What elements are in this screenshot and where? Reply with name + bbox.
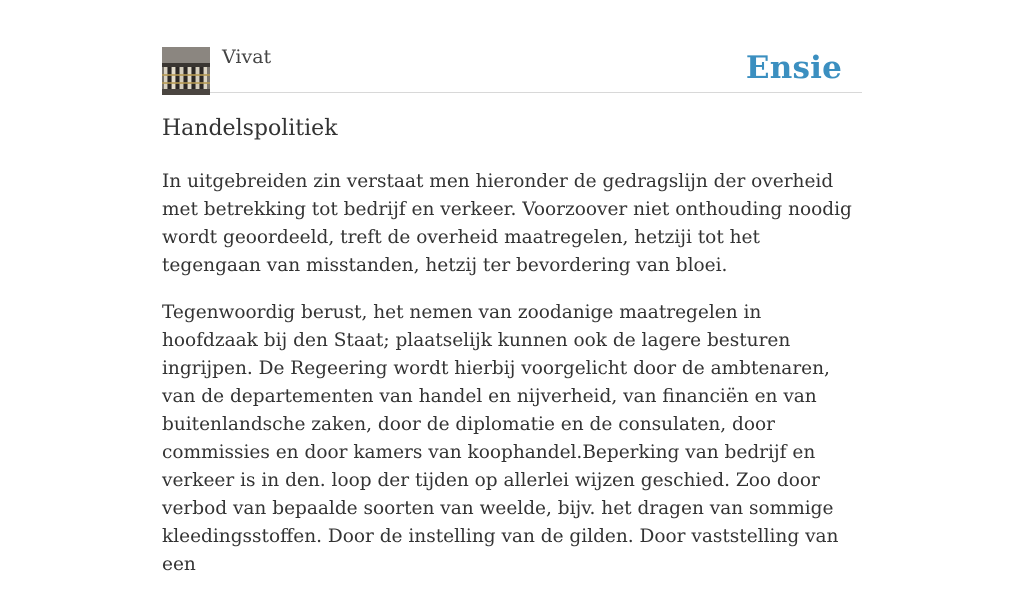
- book-spines-icon: [162, 47, 210, 95]
- source-name[interactable]: Vivat: [222, 46, 272, 68]
- page-container: [162, 0, 862, 575]
- brand-logo[interactable]: Ensie: [745, 50, 842, 86]
- source-avatar[interactable]: [162, 47, 210, 95]
- header: [162, 0, 862, 93]
- article-paragraph: Tegenwoordig berust, het nemen van zoodanige maatregelen in hoofdzaak bij den Staat; plaatselijk kunnen ook de lagere besturen ingrijpen. De Regeering wordt hierbij voorgelicht door de ambtenaren, van de departementen van handel en nijverheid, van financiën en van buitenlandsche zaken, door de diplomatie en de consulaten, door commissies en door kamers van koophandel.Beperking van bedrijf en verkeer is in den. loop der tijden op allerlei wijzen geschied. Zoo door verbod van bepaalde soorten van weelde, bijv. het dragen van sommige kleedingsstoffen. Door de instelling van de gilden. Door vaststelling van een: [162, 302, 839, 575]
- article-title: Handelspolitiek: [162, 116, 338, 141]
- article-body: [162, 168, 862, 598]
- article-paragraph: In uitgebreiden zin verstaat men hieronder de gedragslijn der overheid met betrekking tot bedrijf en verkeer. Voorzoover niet onthouding noodig wordt geoordeeld, treft de overheid maatregelen, hetziji tot het tegengaan van misstanden, hetzij ter bevordering van bloei.: [162, 171, 852, 276]
